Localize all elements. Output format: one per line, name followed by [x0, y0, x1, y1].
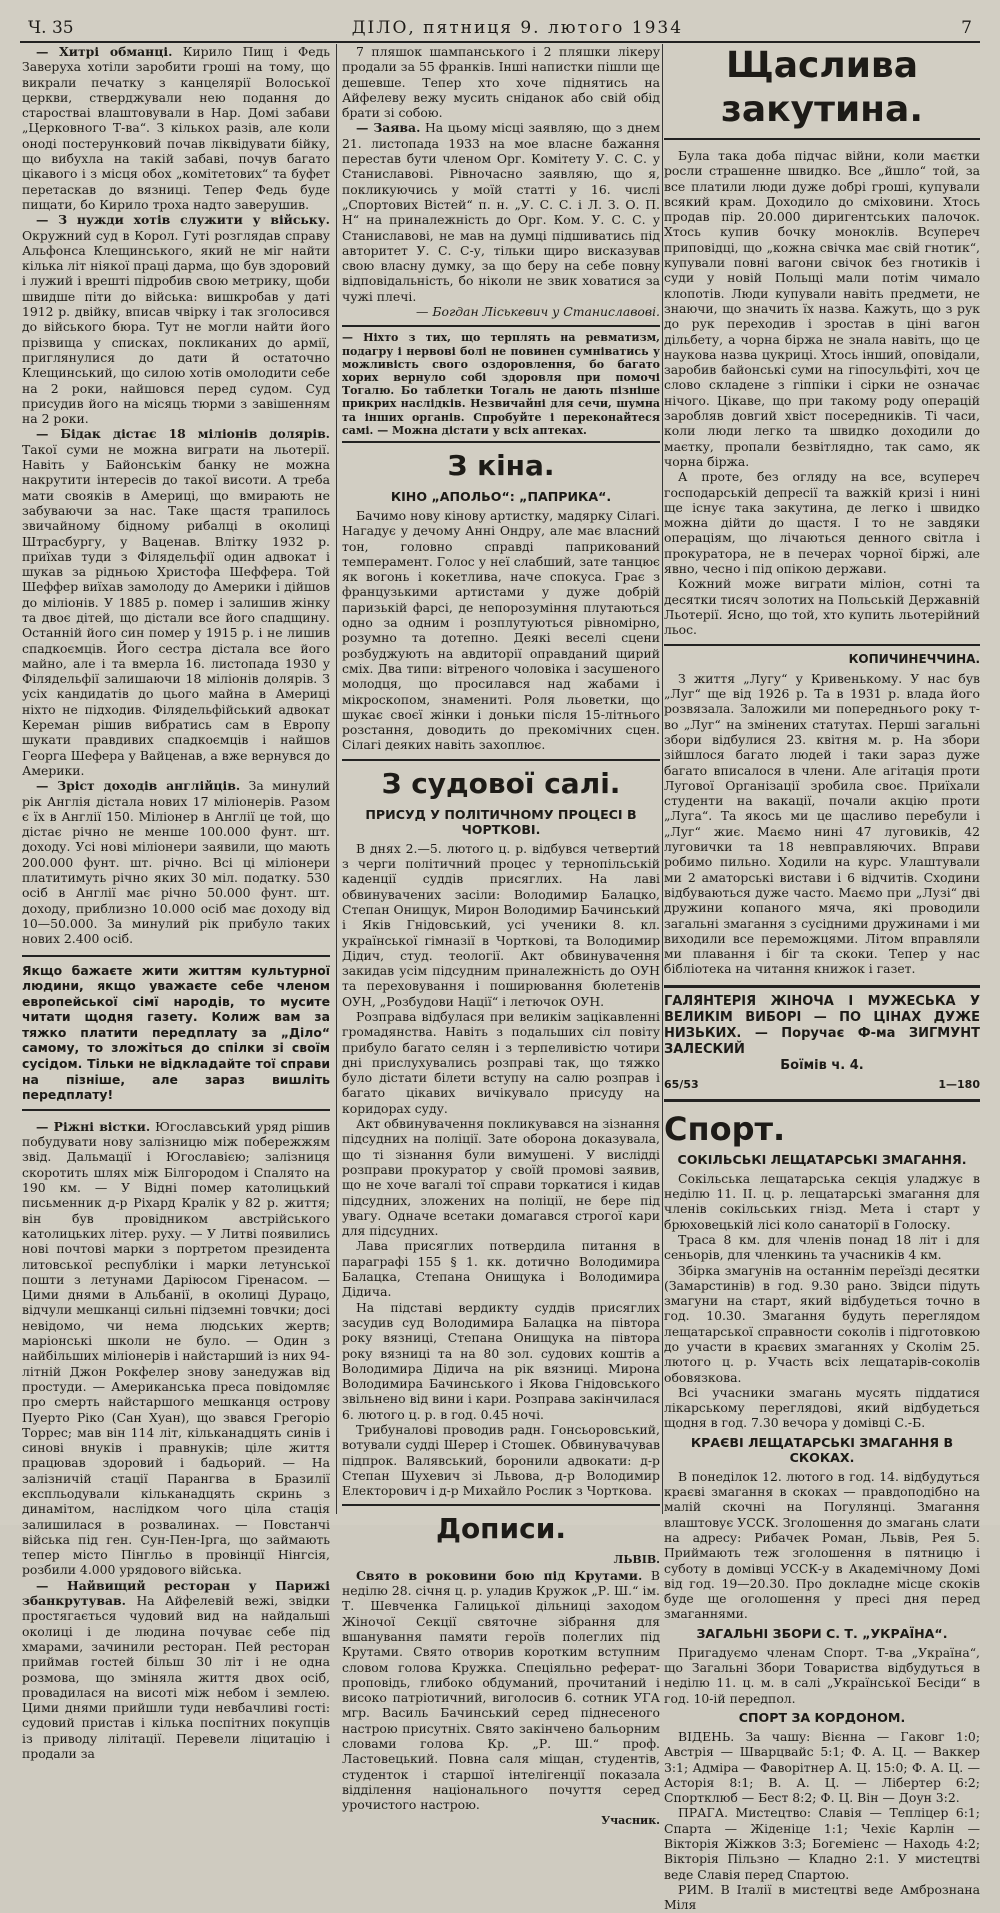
lottery-paragraph-1: Була така доба підчас війни, коли маєтки росли страшенне швидко. Все „йшло“ той, за все платили люди дуже добрі гроші, купували всякий крам. Доходило до сміховини. Хтось продав пір. 20.000 диригентських палочок. Хтось купив бочку моноклів. Всупереч приповідці, що „кожна свічка має свій гнотик“, купували повні вагони свічок без гнотиків і суди у новій Польщі мали потім чимало клопотів. Люди купували навіть предмети, не знаючи, що значить їх назва. Кажуть, що з рук до рук переходив і зростав в ціні вагон дільбету, а чорна біржа не знала навіть, що це наукова назва цукриці. Хтось інший, оповідали, заробив байонські суми на гіпосульфіті, хоч це слово складене з гіппіки і сірки не означає нічого. Цікаве, що при такому роду операцій заробляв довгий хвіст посередників. Ті часи, коли люди легко та швидко доходили до маєтку, пропали безвітлядно, так само, як чорна біржа.	[664, 148, 980, 469]
court-section-title: З судової салі.	[381, 766, 621, 800]
lottery-paragraph-3: Кожний може виграти міліон, сотні та десятки тисяч золотих на Польській Державній Льотерії. Ясно, що той, хто купить льотерійний льос.	[664, 576, 980, 638]
advert-address: Боїмів ч. 4.	[780, 1057, 864, 1073]
region-report: З життя „Лугу“ у Кривенькому. У нас був „Луг“ ще від 1926 р. Та в 1931 р. влада його розвязала. Заложили ми попереднього року т-во „Луг“ на змінених статутах. Перші загальні збори відбулися 23. квітня м. р. На збори зійшлося багато людей і таки зараз дуже багато вписалося в члени. Але агітація проти Лугової Організації зробила своє. Приїхали студенти на вакації, почали акцію проти „Луга“. Та якось ми це щасливо перебули і „Луг“ жиє. Маємо нині 47 луговиків, 42 луговички та 18 невправляючих. Вправи робимо пильно. Ходили на курс. Улаштували ми 2 аматорські вистави і 6 відчитів. Сходини відбуваються дуже часто. Маємо при „Лузі“ дві дружини копаного мяча, які проводили загальні змагання з сусідними дружинами і ми виходили все переможцями. Літом вправляли ми плавання і біг та скоки. Тепер у нас бібліотека на читання книжок і газет.	[664, 670, 980, 977]
sport-heading-ski: СОКІЛЬСЬКІ ЛЕЩАТАРСЬКІ ЗМАГАННЯ.	[677, 1151, 967, 1167]
letter-place: ЛЬВІВ.	[613, 1553, 660, 1567]
letter-signature: Учасник.	[601, 1813, 660, 1827]
sport-heading-meeting: ЗАГАЛЬНІ ЗБОРИ С. Т. „УКРАЇНА“.	[696, 1625, 948, 1641]
headline: — Зріст доходів англійців.	[36, 778, 241, 794]
subscription-appeal: Якщо бажаєте жити життям культурної людини, якщо уважаєте себе членом европейської сімї народів, то мусите читати щодня газету. Колиж вам за тяжко платити передплату за „Діло“ самому, то зложіться до спілки зі своїм сусідом. Тільки не відкладайте тої справи на пізніше, але зараз вишліть передплату!	[22, 955, 330, 1111]
continuation-text: 7 пляшок шампанського і 2 пляшки лікеру продали за 55 франків. Інші напистки пішли ще дешевше. Тепер хто хоче піднятись на Айфелеву вежу мусить сніданок або свій обід брати зі собою.	[342, 44, 660, 121]
statement-notice	[342, 120, 660, 304]
issue-number: Ч. 35	[28, 18, 74, 38]
advert-code: 65/53	[664, 1077, 699, 1091]
body: На Айфелевій вежі, звідки простягається чудовий вид на найдальші околиці і де людина почуває себе під хмарами, зачинили ресторан. Пей ресторан приймав гостей більш 30 літ і не одна розмова, що зміняла життя двох осіб, провадилася на висоті між небом і землею. Цими днями прийшли туди невбачливі гості: судовий пристав і кілька поспітних покупців із приводу лілітації. Перевели ліцитацію і продали за	[22, 1593, 330, 1762]
court-paragraph-5: На підставі вердикту суддів присяглих засудив суд Володимира Балацка на півтора року вязниці, Степана Онищука на півтора року вязниці та на 80 зол. судових коштів а Володимира Дідича на рік вязниці. Мирона Володимира Бачинського і Якова Гнідовського звільнено від вини і кари. Розправа закінчилася 6. лютого ц. р. в год. 0.45 ночі.	[342, 1299, 660, 1422]
news-item-18-million	[22, 426, 330, 778]
cinema-review-title: КІНО „АПОЛЬО“: „ПАПРИКА“.	[390, 488, 612, 504]
court-paragraph-4: Лава присяглих потвердила питання в параграфі 155 § 1. кк. дотично Володимира Балацка, Степана Онищука і Володимира Дідича.	[342, 1238, 660, 1300]
section-divider	[342, 759, 660, 761]
sport-section-title: Спорт.	[664, 1109, 786, 1148]
region-heading: КОПИЧИНЕЧЧИНА.	[664, 644, 980, 667]
letter-body	[342, 1568, 660, 1813]
headline: Свято в роковини бою під Крутами.	[356, 1567, 643, 1583]
court-paragraph-1: В днях 2.—5. лютого ц. р. відбувся четвертий з черги політичний процес у тернопільській каденції суддів присяглих. На лаві обвинувачених засіли: Володимир Балацко, Степан Онищук, Мирон Володимир Бачинський і Яків Гнідовський, усі ученики 8. кл. української гімназії в Чорткові, та Володимир Дідич, студ. теології. Акт обвинувачення закидав усім підсудним приналежність до ОУН та переховування і поширювання бюлетенів ОУН, „Розбудови Нації“ і летючок ОУН.	[342, 840, 660, 1009]
news-item-various	[22, 1119, 330, 1578]
news-item-military	[22, 212, 330, 426]
sport-abroad-vienna: ВІДЕНЬ. За чашу: Вієнна — Гаковг 1:0; Австрія — Шварцвайс 5:1; Ф. А. Ц. — Ваккер 3:1; Адміра — Фаворітнер А. Ц. 15:0; Ф. А. Ц. — Асторія 8:1; В. А. Ц. — Лібертер 6:2; Спортклюб — Бест 8:2; Ф. Ц. Він — Доун 3:2.	[664, 1728, 980, 1806]
court-article-title: ПРИСУД У ПОЛІТИЧНОМУ ПРОЦЕСІ В ЧОРТКОВІ.	[365, 806, 637, 837]
sport-heading-jumps: КРАЄВІ ЛЕЩАТАРСЬКІ ЗМАГАННЯ В СКОКАХ.	[690, 1434, 954, 1465]
sport-meeting-text: Пригадуємо членам Спорт. Т-ва „Україна“, що Загальні Збори Товариства відбудуться в неділю 11. ц. м. в салі „Української Бесіди“ в год. 10-ій передпол.	[664, 1644, 980, 1706]
news-item-english-income	[22, 778, 330, 946]
column-3	[664, 44, 980, 1913]
body: За минулий рік Англія дістала нових 17 міліонерів. Разом є їх в Англії 150. Міліонер в Англії це той, що дістає річно не менше 100.000 фунт. шт. доходу. Усі нові міліонери заявили, що мають 200.000 фунт. шт. річно. Всі ці міліонери платитимуть річно яких 30 міл. податку. 530 осіб в Англії має річно 50.000 фунт. шт. доходу, приблизно 10.000 осіб має доходу від 10—50.000. За минулий рік прибуло таких нових 2.400 осіб.	[22, 778, 330, 947]
column-2	[342, 44, 660, 1827]
lottery-paragraph-2: А проте, без огляду на все, всупереч господарській депресії та важкій кризі і нині ще існує така закутина, де легко і швидко можна дійти до щастя. І то не завдяки операціям, що лічаються денного світла і прокуратора, не в печерах чорної біржі, але явно, чесно і під опікою держави.	[664, 469, 980, 577]
cinema-review-body: Бачимо нову кінову артистку, мадярку Сілагі. Нагадує у дечому Анні Ондру, але має власний тон, головно справді паприкований темперамент. Голос у неї слабший, зате танцює як вогонь і кокетлива, наче спокуса. Грає з французькими артистами у дуже добрій паризькій фарсі, де непорозуміння плутаються одно за одним і розплутуються рівномірно, розумно та дотепно. Деякі веселі сцени розбуджують на авдиторії оправданий щирий сміх. Два типи: вітреного чоловіка і засушеного молодця, що просилався над жабами і мікроскопом, знаменитi. Роля льоветки, що шукає своєї жінки і доньки після 15-літнього розстання, доводить до прекомічних сцен. Сілагі деяких навіть захоплює.	[342, 507, 660, 753]
column-rule-2	[662, 44, 663, 1514]
sport-heading-abroad: СПОРТ ЗА КОРДОНОМ.	[738, 1709, 906, 1725]
body: Такої суми не можна виграти на льотерії. Навіть у Байонськім банку не можна накрутити інтересів до такої висоти. А треба мати свояків в Америці, що вмирають не забуваючи за нас. Таке щастя трапилось звичайному бідному рибалці в околиці Штрасбургу, у Ваценав. Влітку 1932 р. приїхав туди з Філядельфії один адвокат і шукав за рідньою Христофа Шеффера. Той Шеффер виїхав замолоду до Америки і дійшов до міліонів. У 1885 р. помер і залишив жінку та двоє дітей, що дістали все його спадщину. Останній його син помер у 1915 р. і не лишив спадкоємців. Його сестра дістала все його майно, але і та вмерла 16. листопада 1930 у Філядельфії залишаючи 18 міліонів долярів. З усіх кандидатів до цього майна в Америці ніхто не підходив. Філядельфійський адвокат Кереман рішив вибратись сам в Европу шукати правдивих спадкоємців і найшов Георга Шефера у Вайценав, а вже вернувся до Америки.	[22, 441, 330, 778]
sport-abroad-prague: ПРАГА. Мистецтво: Славія — Тепліцер 6:1; Спарта — Жіденіце 1:1; Чехіє Карлін — Вікторія Жіжков 3:3; Богеміенс — Находь 4:2; Вікторія Пільзно — Кладно 2:1. У мистецтві веде Славія перед Спартою.	[664, 1805, 980, 1882]
masthead-title-date: ДІЛО, пятниця 9. лютого 1934	[351, 18, 684, 38]
body: Окружний суд в Корол. Гуті розглядав справу Альфонса Клещинського, який не міг найти кілька літ ніякої праці дарма, що був здоровий і лужий і врешті підробив свою метрику, щоби швидше піти до війська: вишкробав у даті 1912 р. двійку, вписав чвірку і так зголосився до війського бюра. Тут не могли найти його прізвища у списках, покликаних до армії, приглянулися до дати й остаточно Клещинський, що силою хотів омолодити себе на 2 роки, найшовся перед судом. Суд присудив його на місяць тюрми з завішенням на 2 роки.	[22, 227, 330, 427]
advert-footer	[664, 1077, 980, 1093]
advert-number: 1—180	[938, 1077, 980, 1091]
lottery-article-title: Щаслива закутина.	[664, 44, 980, 140]
body: На цьому місці заявляю, що з днем 21. листопада 1933 на мое власне бажання перестав бути членом Орг. Комітету У. С. С. у Станиславові. Рівночасно заявляю, що я, покликуючись у моїй статті у 16. числі „Спортових Вістей“ п. н. „У. С. С. і Л. З. О. П. Н“ на приналежність до Орг. Ком. У. С. С. у Станиславові, не мав на думці підшиватись під авторитет У. С. С-у, тільки щиро висказував свою власну думку, за що беру на себе повну відповідальність, бо ніколи не звик ховатися за чужі плечі.	[342, 120, 660, 304]
masthead	[20, 10, 980, 43]
court-paragraph-6: Трибуналові проводив радн. Гонсьоровський, вотували судді Шерер і Стошек. Обвинувачував підпрок. Валявський, боронили адвокати: д-р Степан Шухевич зі Львова, д-р Володимир Електорович і д-р Михайло Рослик з Чорткова.	[342, 1422, 660, 1499]
headline: — Бідак дістає 18 міліонів долярів.	[36, 426, 330, 442]
sport-ski-text-3: Збірка змагунів на останнім переїзді десятки (Замарстинів) в год. 9.30 рано. Звідси підуть змагуни на старт, який відбудеться точно в год. 10.30. Змагання будуть переглядом лещатарської справности соколів і підготовкою до участи в краєвих змаганнях у Сколім 25. лютого ц. р. Участь всіх лещатарів-соколів обовязкова.	[664, 1262, 980, 1385]
news-item-paris-restaurant	[22, 1578, 330, 1762]
headline: — Заява.	[356, 120, 421, 136]
sport-ski-text-1: Сокільська лещатарська секція уладжує в неділю 11. II. ц. р. лещатарські змагання для членів сокільських гнізд. Мета і старт у брюховецькій лісі коло санаторії в Голоску.	[664, 1170, 980, 1232]
column-1	[22, 44, 330, 1762]
court-paragraph-3: Акт обвинувачення покликувався на зізнання підсудних на поліції. Зате оборона доказувала, що ті зізнання були вимушені. У вислідді розправи прокуратор у своїй промові заявив, що не хоче вагалі тої справи торкатися і кидав підсудних, зложених на поліції, не бере під увагу. Одначе всетаки домагався строгої кари для підсудних.	[342, 1116, 660, 1239]
sport-abroad-rome: РИМ. В Італії в мистецтві веде Амбрознана Міля	[664, 1881, 980, 1913]
headline: — З нужди хотів служити у війську.	[36, 212, 330, 228]
togal-advert: — Ніхто з тих, що терплять на ревматизм, подагру і нервові болі не повинен сумніватись у можливість свого оздоровлення, бо багато хорих вернуло собі здоровля при помочі Тогалю. Бо таблетки Тогаль не дають пізніше прикрих наслідків. Незвичайні для сечи, шумна та інших органів. Спробуйте і переконайтеся самі. — Можна дістати у всіх аптеках.	[342, 325, 660, 443]
section-divider	[342, 1504, 660, 1506]
body: В неділю 28. січня ц. р. уладив Кружок „Р. Ш.“ ім. Т. Шевченка Галицької дільниці заходом Жіночої Секції святочне зібрання для вшанування памяти героїв полеглих під Крутами. Свято отворив коротким вступним словом голова Кружка. Спеціяльно реферат-проповідь, глибоко обдуманий, прочитаний і високо патріотичний, виголосив 6. сотник УГА мгр. Василь Бачинський серед піднесеного настрою присутніх. Свято закінчено бальорним словами голова Кр. „Р. Ш.“ проф. Ластовецький. Повна саля міщан, студентів, студенток і старшої інтелігенції показала відділення національного почуття серед урочистого настрою.	[342, 1567, 660, 1813]
headline: — Ріжні вістки.	[36, 1118, 151, 1134]
letters-section-title: Дописи.	[436, 1512, 566, 1546]
cinema-section-title: З кіна.	[447, 448, 555, 482]
body: Кирило Пищ і Федь Заверуха хотіли заробити гроші на тому, що викрали печатку з канцелярії Волоської церкви, стверджували нею подання до старостваі влаштовували в Нар. Домі забави „Церковного Т-ва“. З кількох разів, але коли оноді постерунковий почав ліквідувати бійку, що вибухла на такій забаві, почув багато цікавого і з місця обох „комітетових“ та буфет перетаскав до вязниці. Тепер Федь буде пищати, бо Кирило троха надто заверушив.	[22, 44, 330, 212]
page-number: 7	[961, 18, 972, 38]
sport-ski-text-2: Траса 8 км. для членів понад 18 літ і для сеньорів, для членкинь та учасників 4 км.	[664, 1231, 980, 1263]
column-rule-1	[336, 44, 337, 1514]
court-paragraph-2: Розправа відбулася при великім зацікавленні громадянства. Навіть з подальших сіл повіту прибуло багато селян і з терпеливістю чотири дні прислухувались розправі так, що тяжко було дістати білети вступу на салю розправ і багато цікавих вичікувало присуду на коридорах суду.	[342, 1008, 660, 1116]
headline: — Найвищий ресторан у Парижі збанкрутував.	[22, 1577, 330, 1609]
advert-text: ГАЛЯНТЕРІЯ ЖІНОЧА І МУЖЕСЬКА У ВЕЛИКІМ ВИБОРІ — ПО ЦІНАХ ДУЖЕ НИЗЬКИХ. — Поручає Ф-ма ЗИГМУНТ ЗАЛЕСКИЙ	[664, 993, 980, 1057]
sport-jumps-text: В понеділок 12. лютого в год. 14. відбудуться краєві змагання в скоках — правдоподібно на малій скочні на Погулянці. Змагання влаштовує УССК. Зголошення до змагань слати на адресу: Рибачек Роман, Львів, Рея 5. Приймають теж зголошення в пятницю і суботу в домівці УССК-у в Академічному Домі від год. 19—20.30. Про докладне місце скоків буде ще оголошення у пресі дня перед змаганнями.	[664, 1468, 980, 1622]
headline: — Хитрі обманці.	[36, 44, 173, 59]
sport-ski-text-4: Всі учасники змагань мусять піддатися лікарському переглядові, який відбудеться щодня в год. 7.30 вечора у домівці С.-Б.	[664, 1384, 980, 1431]
statement-signature: — Богдан Ліськевич у Станиславові.	[416, 304, 660, 320]
body: Югославський уряд рішив побудувати нову залізницю між побережжям звід. Дальмації і Югославією; залізниця скоротить шлях між Білгородом і Спалято на 190 км. — У Відні помер католицький письменник д-р Ріхард Кралік у 82 р. життя; він був провідником австрійського католицьких літер. руху. — У Литві появились нові почтові марки з портретом президента литовської республіки і марки летунської пошти з летунами Даріюсом Гіренасом. — Цими днями в Альбанії, в околиці Дурацо, відчули мешканці сильні підземні товчки; досі невідомо, чи нема людських жертв; маріонські школи не було. — Один з найбільших міліонерів і найстарший із них 94-літній Джон Рокфелер знову занедужав від простуди. — Американська преса повідомляє про смерть найстаршого мешканця острову Пуерто Ріко (Сан Хуан), що звався Грегоріо Торрес; мав він 114 літ, кільканадцять синів і синові внуків і правнуків; ціле життя працював здоровий і бадьорий. — На залізничій стації Парангва в Бразилії експльодували кільканадцять скринь з динамітом, наслідком чого ціла стація залишилася в розвалинах. — Повстанчі війська під ген. Сун-Пен-Ірга, що займають тепер місто Пінгльо в провінції Нінгсія, розбили 4.000 урядового війська.	[22, 1118, 330, 1578]
news-item-tricksters	[22, 44, 330, 212]
haberdashery-advert	[664, 985, 980, 1102]
